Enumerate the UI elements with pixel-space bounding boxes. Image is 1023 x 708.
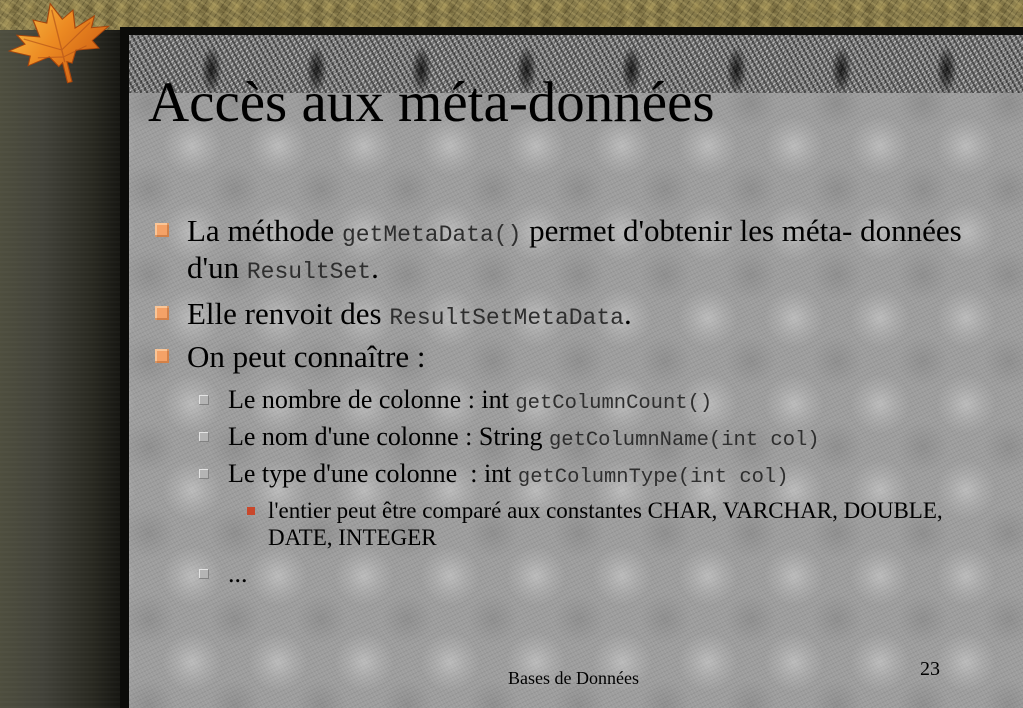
sub-sub-bullet-text-line-2: DATE, INTEGER [268, 525, 437, 550]
sub-bullet-text: Le nombre de colonne : int [228, 385, 516, 414]
left-side-panel [0, 30, 121, 708]
sub-bullet-text: Le nom d'une colonne : String [228, 422, 549, 451]
bullet-text: La méthode [187, 213, 342, 248]
slide-title: Accès aux méta-données [148, 71, 715, 134]
sub-sub-bullet-constants [268, 497, 943, 551]
bullet-text: Elle renvoit des [187, 296, 390, 331]
maple-leaf-icon [0, 0, 118, 88]
sub-bullet-column-type [228, 459, 789, 489]
bullet-item-resultsetmetadata [187, 295, 632, 332]
sub-bullet-text: ... [228, 559, 248, 588]
square-bullet-icon [247, 507, 255, 515]
square-bullet-icon [199, 469, 209, 479]
bullet-text: d'un [187, 250, 247, 285]
slide-frame-top-edge [120, 27, 1023, 35]
slide-page-number: 23 [920, 658, 940, 680]
square-bullet-icon [155, 223, 169, 237]
footer-text: Bases de Données [508, 668, 639, 688]
slide-frame-left-edge [120, 27, 129, 708]
sub-bullet-ellipsis [228, 559, 248, 589]
code-snippet: getColumnType(int col) [517, 466, 789, 489]
sub-bullet-column-name [228, 422, 820, 452]
square-bullet-icon [155, 349, 169, 363]
square-bullet-icon [199, 432, 209, 442]
code-snippet: getMetaData() [341, 222, 522, 248]
bullet-item-on-peut-connaitre [187, 338, 425, 375]
code-snippet: ResultSetMetaData [389, 305, 624, 331]
sub-sub-bullet-text-line-1: l'entier peut être comparé aux constantes CHAR, VARCHAR, DOUBLE, [268, 498, 943, 523]
bullet-text: On peut connaître : [187, 339, 426, 374]
sub-bullet-column-count [228, 385, 712, 415]
code-snippet: getColumnName(int col) [548, 429, 820, 452]
bullet-text: . [371, 250, 379, 285]
code-snippet: ResultSet [246, 259, 372, 285]
sub-bullet-text: Le type d'une colonne : int [228, 459, 518, 488]
square-bullet-icon [199, 395, 209, 405]
bullet-text: . [623, 296, 632, 331]
bullet-item-getmetadata [187, 212, 962, 286]
code-snippet: getColumnCount() [515, 392, 713, 415]
square-bullet-icon [155, 306, 169, 320]
square-bullet-icon [199, 569, 209, 579]
bullet-text: permet d'obtenir les méta- données [521, 213, 962, 248]
